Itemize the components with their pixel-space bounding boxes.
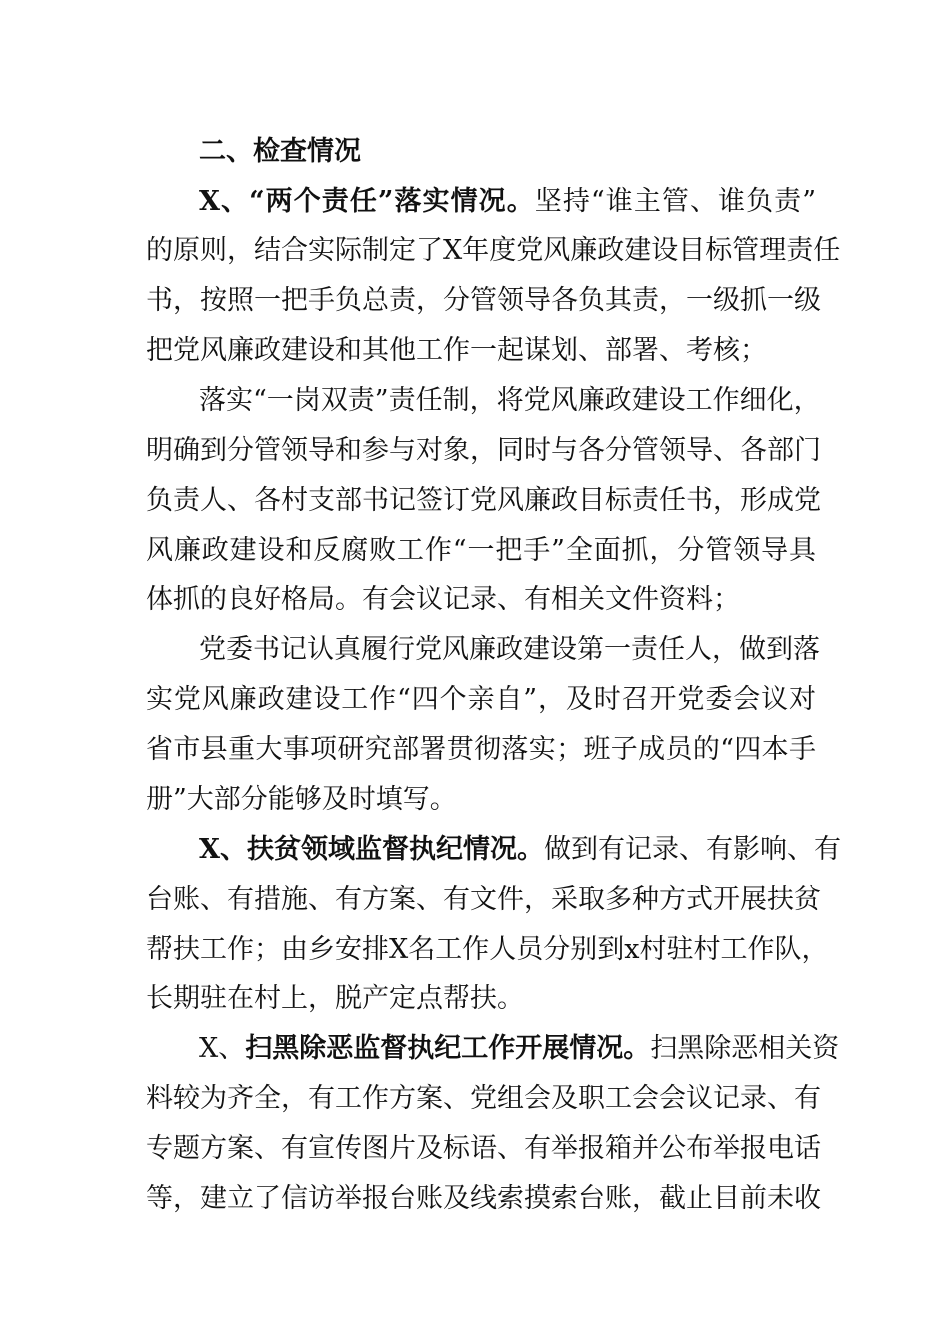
- paragraph-4-line-3: 帮扶工作；由乡安排X名工作人员分别到x村驻村工作队，: [146, 934, 829, 965]
- paragraph-1-line-2: 的原则，结合实际制定了X年度党风廉政建设目标管理责任: [146, 235, 841, 266]
- paragraph-3-line-2: 实党风廉政建设工作“四个亲自”，及时召开党委会议对: [146, 684, 816, 715]
- paragraph-2-line-1: 落实“一岗双责”责任制，将党风廉政建设工作细化，: [199, 385, 821, 416]
- paragraph-4-line-1: [199, 830, 841, 870]
- paragraph-5-line-1: [199, 1029, 840, 1069]
- paragraph-5-line-3: 专题方案、有宣传图片及标语、有举报箱并公布举报电话: [146, 1133, 821, 1164]
- paragraph-2-line-3: 负责人、各村支部书记签订党风廉政目标责任书，形成党: [146, 485, 821, 516]
- paragraph-1-line-4: 把党风廉政建设和其他工作一起谋划、部署、考核；: [146, 335, 767, 366]
- paragraph-3-line-3: 省市县重大事项研究部署贯彻落实；班子成员的“四本手: [146, 734, 816, 765]
- paragraph-3-line-1: 党委书记认真履行党风廉政建设第一责任人，做到落: [199, 634, 820, 665]
- paragraph-2-line-2: 明确到分管领导和参与对象，同时与各分管领导、各部门: [146, 435, 821, 466]
- paragraph-4-line-4: 长期驻在村上，脱产定点帮扶。: [146, 983, 524, 1014]
- paragraph-1-number: X、: [199, 186, 250, 217]
- paragraph-1-title: “两个责任”落实情况。: [249, 186, 535, 217]
- paragraph-5-text: 扫黑除恶相关资: [650, 1033, 840, 1064]
- paragraph-2-line-5: 体抓的良好格局。有会议记录、有相关文件资料；: [146, 584, 740, 615]
- paragraph-5-line-4: 等，建立了信访举报台账及线索摸索台账，截止目前未收: [146, 1183, 821, 1214]
- section-heading: 二、检查情况: [199, 136, 361, 167]
- paragraph-1-text: 坚持“谁主管、谁负责”: [534, 186, 817, 217]
- paragraph-4-line-2: 台账、有措施、有方案、有文件，采取多种方式开展扶贫: [146, 884, 821, 915]
- paragraph-4-title: X、扶贫领域监督执纪情况。: [199, 834, 544, 865]
- paragraph-2-line-4: 风廉政建设和反腐败工作“一把手”全面抓，分管领导具: [146, 535, 816, 566]
- paragraph-1-line-3: 书，按照一把手负总责，分管领导各负其责，一级抓一级: [146, 285, 821, 316]
- paragraph-4-text: 做到有记录、有影响、有: [543, 834, 841, 865]
- paragraph-3-line-4: 册”大部分能够及时填写。: [146, 784, 457, 815]
- paragraph-5-line-2: 料较为齐全，有工作方案、党组会及职工会会议记录、有: [146, 1083, 821, 1114]
- paragraph-5-number: X、: [199, 1033, 246, 1064]
- paragraph-1-line-1: [199, 182, 816, 222]
- paragraph-5-title: 扫黑除恶监督执纪工作开展情况。: [245, 1033, 651, 1064]
